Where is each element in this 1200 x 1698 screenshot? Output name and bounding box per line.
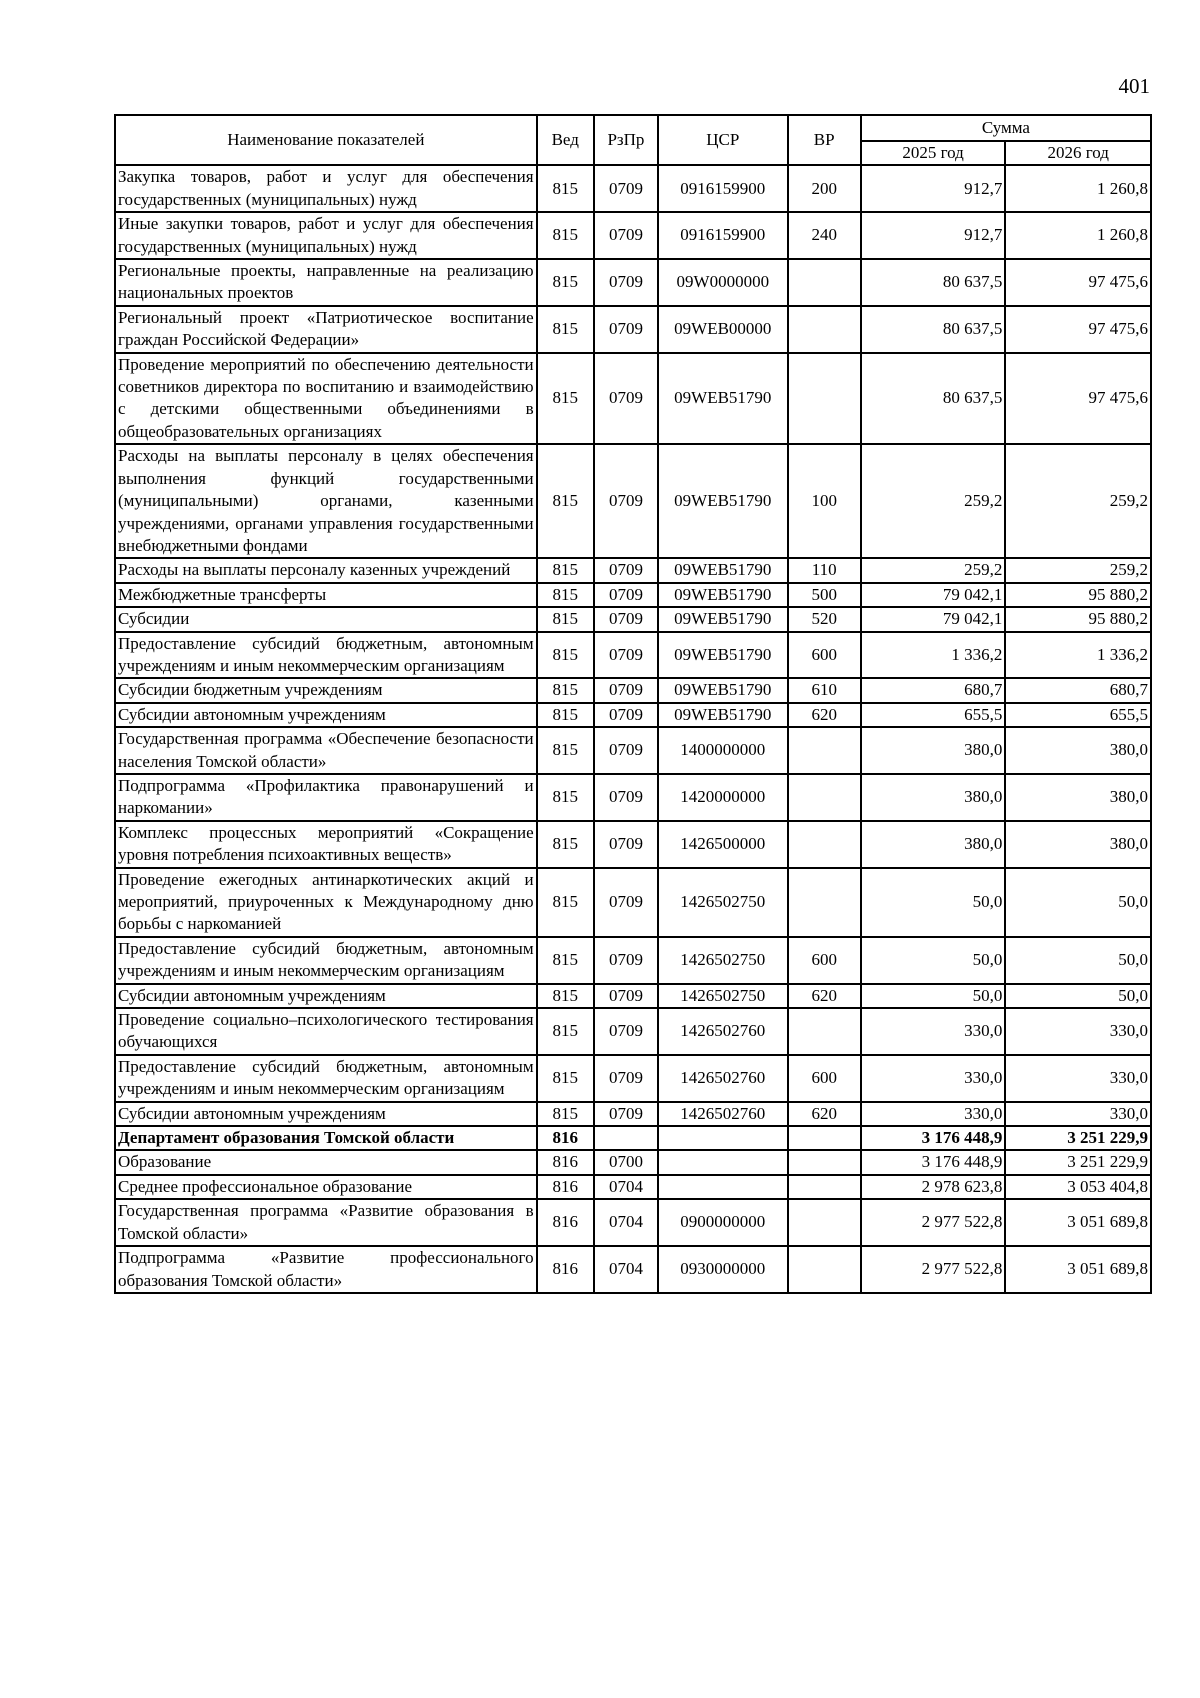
cell-sum-2025: 380,0 <box>861 727 1006 774</box>
cell-sum-2025: 259,2 <box>861 558 1006 582</box>
cell-sum-2025: 912,7 <box>861 212 1006 259</box>
cell-sum-2026: 95 880,2 <box>1005 583 1151 607</box>
cell-vr: 600 <box>788 1055 861 1102</box>
table-header <box>115 115 1151 165</box>
cell-sum-2025: 2 978 623,8 <box>861 1175 1006 1199</box>
cell-csr: 09WEB51790 <box>658 632 787 679</box>
cell-csr: 1400000000 <box>658 727 787 774</box>
cell-name: Подпрограмма «Профилактика правонарушений и наркомании» <box>115 774 537 821</box>
cell-vr <box>788 774 861 821</box>
cell-vr: 500 <box>788 583 861 607</box>
cell-ved: 815 <box>537 774 594 821</box>
cell-rzpr: 0709 <box>594 984 658 1008</box>
cell-ved: 815 <box>537 1008 594 1055</box>
cell-sum-2026: 330,0 <box>1005 1102 1151 1126</box>
cell-sum-2025: 380,0 <box>861 821 1006 868</box>
cell-sum-2026: 3 051 689,8 <box>1005 1246 1151 1293</box>
table-row <box>115 774 1151 821</box>
cell-vr: 620 <box>788 1102 861 1126</box>
page-number: 401 <box>1118 74 1150 98</box>
cell-csr: 0900000000 <box>658 1199 787 1246</box>
cell-name: Предоставление субсидий бюджетным, автономным учреждениям и иным некоммерческим организациям <box>115 632 537 679</box>
cell-sum-2025: 2 977 522,8 <box>861 1246 1006 1293</box>
cell-vr: 100 <box>788 444 861 558</box>
table-row <box>115 444 1151 558</box>
budget-table <box>114 114 1152 1294</box>
cell-vr: 110 <box>788 558 861 582</box>
cell-rzpr: 0709 <box>594 583 658 607</box>
cell-csr: 09W0000000 <box>658 259 787 306</box>
cell-vr: 520 <box>788 607 861 631</box>
table-row <box>115 1102 1151 1126</box>
cell-vr <box>788 821 861 868</box>
cell-name: Расходы на выплаты персоналу в целях обеспечения выполнения функций государственными (муниципальными) органами, казенными учреждениями, органами управления государственными внебюджетными фондами <box>115 444 537 558</box>
cell-vr: 600 <box>788 937 861 984</box>
cell-sum-2026: 97 475,6 <box>1005 259 1151 306</box>
cell-sum-2025: 912,7 <box>861 165 1006 212</box>
cell-csr: 09WEB51790 <box>658 353 787 445</box>
cell-sum-2025: 80 637,5 <box>861 306 1006 353</box>
cell-ved: 815 <box>537 984 594 1008</box>
table-row <box>115 1126 1151 1150</box>
cell-csr <box>658 1150 787 1174</box>
cell-ved: 815 <box>537 1055 594 1102</box>
cell-ved: 815 <box>537 353 594 445</box>
cell-rzpr: 0709 <box>594 306 658 353</box>
cell-vr <box>788 1126 861 1150</box>
cell-sum-2025: 79 042,1 <box>861 607 1006 631</box>
cell-ved: 815 <box>537 821 594 868</box>
cell-name: Субсидии бюджетным учреждениям <box>115 678 537 702</box>
cell-rzpr: 0709 <box>594 1008 658 1055</box>
cell-csr <box>658 1175 787 1199</box>
cell-sum-2026: 380,0 <box>1005 774 1151 821</box>
cell-csr: 0930000000 <box>658 1246 787 1293</box>
cell-rzpr: 0709 <box>594 558 658 582</box>
cell-name: Предоставление субсидий бюджетным, автономным учреждениям и иным некоммерческим организациям <box>115 937 537 984</box>
cell-csr: 09WEB51790 <box>658 444 787 558</box>
cell-name: Закупка товаров, работ и услуг для обеспечения государственных (муниципальных) нужд <box>115 165 537 212</box>
cell-csr: 1426502750 <box>658 984 787 1008</box>
table-body <box>115 165 1151 1293</box>
cell-ved: 815 <box>537 1102 594 1126</box>
cell-sum-2025: 680,7 <box>861 678 1006 702</box>
table-row <box>115 868 1151 937</box>
cell-sum-2026: 50,0 <box>1005 937 1151 984</box>
header-year-2025: 2025 год <box>861 141 1006 165</box>
cell-name: Комплекс процессных мероприятий «Сокращение уровня потребления психоактивных веществ» <box>115 821 537 868</box>
cell-name: Среднее профессиональное образование <box>115 1175 537 1199</box>
cell-name: Государственная программа «Обеспечение безопасности населения Томской области» <box>115 727 537 774</box>
cell-name: Предоставление субсидий бюджетным, автономным учреждениям и иным некоммерческим организациям <box>115 1055 537 1102</box>
cell-vr <box>788 353 861 445</box>
cell-sum-2026: 1 260,8 <box>1005 212 1151 259</box>
cell-name: Региональный проект «Патриотическое воспитание граждан Российской Федерации» <box>115 306 537 353</box>
cell-ved: 816 <box>537 1150 594 1174</box>
table-row <box>115 306 1151 353</box>
cell-name: Субсидии автономным учреждениям <box>115 703 537 727</box>
cell-sum-2026: 50,0 <box>1005 868 1151 937</box>
cell-ved: 815 <box>537 632 594 679</box>
cell-name: Образование <box>115 1150 537 1174</box>
cell-rzpr: 0709 <box>594 703 658 727</box>
cell-vr: 200 <box>788 165 861 212</box>
cell-ved: 815 <box>537 306 594 353</box>
cell-rzpr: 0709 <box>594 1055 658 1102</box>
cell-rzpr: 0700 <box>594 1150 658 1174</box>
header-sum: Сумма <box>861 115 1151 141</box>
cell-sum-2025: 1 336,2 <box>861 632 1006 679</box>
table-row <box>115 165 1151 212</box>
cell-csr: 0916159900 <box>658 165 787 212</box>
table-row <box>115 259 1151 306</box>
cell-sum-2025: 330,0 <box>861 1102 1006 1126</box>
cell-ved: 815 <box>537 678 594 702</box>
cell-sum-2026: 3 251 229,9 <box>1005 1150 1151 1174</box>
table-row <box>115 703 1151 727</box>
cell-vr: 600 <box>788 632 861 679</box>
cell-name: Подпрограмма «Развитие профессионального образования Томской области» <box>115 1246 537 1293</box>
cell-sum-2025: 3 176 448,9 <box>861 1150 1006 1174</box>
cell-sum-2025: 2 977 522,8 <box>861 1199 1006 1246</box>
cell-sum-2025: 50,0 <box>861 937 1006 984</box>
cell-sum-2026: 50,0 <box>1005 984 1151 1008</box>
header-ved: Вед <box>537 115 594 165</box>
cell-csr: 09WEB51790 <box>658 678 787 702</box>
cell-rzpr: 0709 <box>594 632 658 679</box>
cell-csr: 1426502750 <box>658 937 787 984</box>
cell-vr <box>788 1150 861 1174</box>
cell-ved: 815 <box>537 937 594 984</box>
cell-ved: 815 <box>537 212 594 259</box>
cell-rzpr: 0709 <box>594 165 658 212</box>
cell-vr <box>788 727 861 774</box>
table-row <box>115 727 1151 774</box>
table-row <box>115 632 1151 679</box>
cell-csr <box>658 1126 787 1150</box>
header-csr: ЦСР <box>658 115 787 165</box>
cell-rzpr: 0709 <box>594 678 658 702</box>
cell-vr: 620 <box>788 703 861 727</box>
cell-rzpr: 0704 <box>594 1175 658 1199</box>
cell-sum-2026: 1 260,8 <box>1005 165 1151 212</box>
cell-sum-2025: 79 042,1 <box>861 583 1006 607</box>
cell-sum-2026: 95 880,2 <box>1005 607 1151 631</box>
cell-rzpr: 0709 <box>594 444 658 558</box>
cell-rzpr: 0709 <box>594 1102 658 1126</box>
cell-sum-2025: 3 176 448,9 <box>861 1126 1006 1150</box>
cell-csr: 1420000000 <box>658 774 787 821</box>
cell-name: Иные закупки товаров, работ и услуг для обеспечения государственных (муниципальных) нужд <box>115 212 537 259</box>
header-name: Наименование показателей <box>115 115 537 165</box>
cell-csr: 09WEB51790 <box>658 703 787 727</box>
cell-sum-2026: 330,0 <box>1005 1008 1151 1055</box>
cell-rzpr: 0709 <box>594 821 658 868</box>
cell-csr: 09WEB51790 <box>658 583 787 607</box>
cell-sum-2025: 50,0 <box>861 868 1006 937</box>
cell-ved: 816 <box>537 1126 594 1150</box>
cell-ved: 815 <box>537 165 594 212</box>
cell-sum-2026: 380,0 <box>1005 727 1151 774</box>
cell-name: Субсидии автономным учреждениям <box>115 984 537 1008</box>
cell-sum-2026: 97 475,6 <box>1005 353 1151 445</box>
cell-csr: 1426502760 <box>658 1008 787 1055</box>
cell-rzpr: 0709 <box>594 212 658 259</box>
table-row <box>115 1150 1151 1174</box>
cell-sum-2025: 380,0 <box>861 774 1006 821</box>
cell-sum-2026: 97 475,6 <box>1005 306 1151 353</box>
cell-csr: 1426502760 <box>658 1055 787 1102</box>
table-row <box>115 937 1151 984</box>
table-row <box>115 353 1151 445</box>
cell-vr <box>788 1246 861 1293</box>
cell-rzpr: 0709 <box>594 868 658 937</box>
table-row <box>115 984 1151 1008</box>
cell-sum-2026: 3 051 689,8 <box>1005 1199 1151 1246</box>
cell-csr: 09WEB51790 <box>658 607 787 631</box>
table-row <box>115 1199 1151 1246</box>
cell-vr <box>788 868 861 937</box>
table-row <box>115 678 1151 702</box>
cell-name: Межбюджетные трансферты <box>115 583 537 607</box>
cell-name: Субсидии <box>115 607 537 631</box>
cell-rzpr: 0704 <box>594 1246 658 1293</box>
cell-sum-2025: 80 637,5 <box>861 353 1006 445</box>
cell-name: Региональные проекты, направленные на реализацию национальных проектов <box>115 259 537 306</box>
cell-name: Проведение ежегодных антинаркотических акций и мероприятий, приуроченных к Международному дню борьбы с наркоманией <box>115 868 537 937</box>
cell-sum-2025: 330,0 <box>861 1008 1006 1055</box>
cell-vr: 610 <box>788 678 861 702</box>
cell-ved: 815 <box>537 583 594 607</box>
cell-sum-2025: 330,0 <box>861 1055 1006 1102</box>
table-row <box>115 558 1151 582</box>
cell-vr <box>788 306 861 353</box>
table-row <box>115 1246 1151 1293</box>
table-row <box>115 821 1151 868</box>
cell-csr: 09WEB00000 <box>658 306 787 353</box>
cell-vr <box>788 1175 861 1199</box>
cell-sum-2025: 50,0 <box>861 984 1006 1008</box>
cell-name: Проведение социально–психологического тестирования обучающихся <box>115 1008 537 1055</box>
cell-ved: 815 <box>537 868 594 937</box>
table-row <box>115 212 1151 259</box>
table-row <box>115 1008 1151 1055</box>
cell-sum-2025: 80 637,5 <box>861 259 1006 306</box>
cell-sum-2026: 380,0 <box>1005 821 1151 868</box>
cell-name: Государственная программа «Развитие образования в Томской области» <box>115 1199 537 1246</box>
cell-sum-2026: 680,7 <box>1005 678 1151 702</box>
cell-sum-2026: 259,2 <box>1005 444 1151 558</box>
cell-ved: 815 <box>537 607 594 631</box>
cell-rzpr: 0704 <box>594 1199 658 1246</box>
cell-rzpr: 0709 <box>594 353 658 445</box>
table-row <box>115 607 1151 631</box>
cell-name: Проведение мероприятий по обеспечению деятельности советников директора по воспитанию и взаимодействию с детскими общественными объединениями в общеобразовательных организациях <box>115 353 537 445</box>
cell-vr: 240 <box>788 212 861 259</box>
cell-rzpr <box>594 1126 658 1150</box>
cell-ved: 815 <box>537 444 594 558</box>
cell-ved: 815 <box>537 259 594 306</box>
table-row <box>115 1175 1151 1199</box>
cell-sum-2026: 655,5 <box>1005 703 1151 727</box>
cell-ved: 815 <box>537 558 594 582</box>
cell-sum-2025: 259,2 <box>861 444 1006 558</box>
cell-rzpr: 0709 <box>594 607 658 631</box>
cell-vr: 620 <box>788 984 861 1008</box>
cell-rzpr: 0709 <box>594 259 658 306</box>
cell-csr: 0916159900 <box>658 212 787 259</box>
cell-vr <box>788 259 861 306</box>
cell-ved: 816 <box>537 1246 594 1293</box>
cell-rzpr: 0709 <box>594 727 658 774</box>
cell-sum-2026: 1 336,2 <box>1005 632 1151 679</box>
cell-sum-2026: 3 053 404,8 <box>1005 1175 1151 1199</box>
cell-ved: 816 <box>537 1175 594 1199</box>
cell-rzpr: 0709 <box>594 774 658 821</box>
cell-sum-2025: 655,5 <box>861 703 1006 727</box>
cell-vr <box>788 1008 861 1055</box>
cell-vr <box>788 1199 861 1246</box>
cell-csr: 1426502750 <box>658 868 787 937</box>
table-row <box>115 1055 1151 1102</box>
header-vr: ВР <box>788 115 861 165</box>
table-row <box>115 583 1151 607</box>
cell-sum-2026: 259,2 <box>1005 558 1151 582</box>
header-rzpr: РзПр <box>594 115 658 165</box>
cell-ved: 815 <box>537 703 594 727</box>
cell-name: Департамент образования Томской области <box>115 1126 537 1150</box>
header-year-2026: 2026 год <box>1005 141 1151 165</box>
cell-ved: 816 <box>537 1199 594 1246</box>
cell-csr: 1426500000 <box>658 821 787 868</box>
cell-ved: 815 <box>537 727 594 774</box>
cell-sum-2026: 330,0 <box>1005 1055 1151 1102</box>
cell-name: Расходы на выплаты персоналу казенных учреждений <box>115 558 537 582</box>
cell-csr: 1426502760 <box>658 1102 787 1126</box>
cell-csr: 09WEB51790 <box>658 558 787 582</box>
cell-sum-2026: 3 251 229,9 <box>1005 1126 1151 1150</box>
cell-rzpr: 0709 <box>594 937 658 984</box>
cell-name: Субсидии автономным учреждениям <box>115 1102 537 1126</box>
